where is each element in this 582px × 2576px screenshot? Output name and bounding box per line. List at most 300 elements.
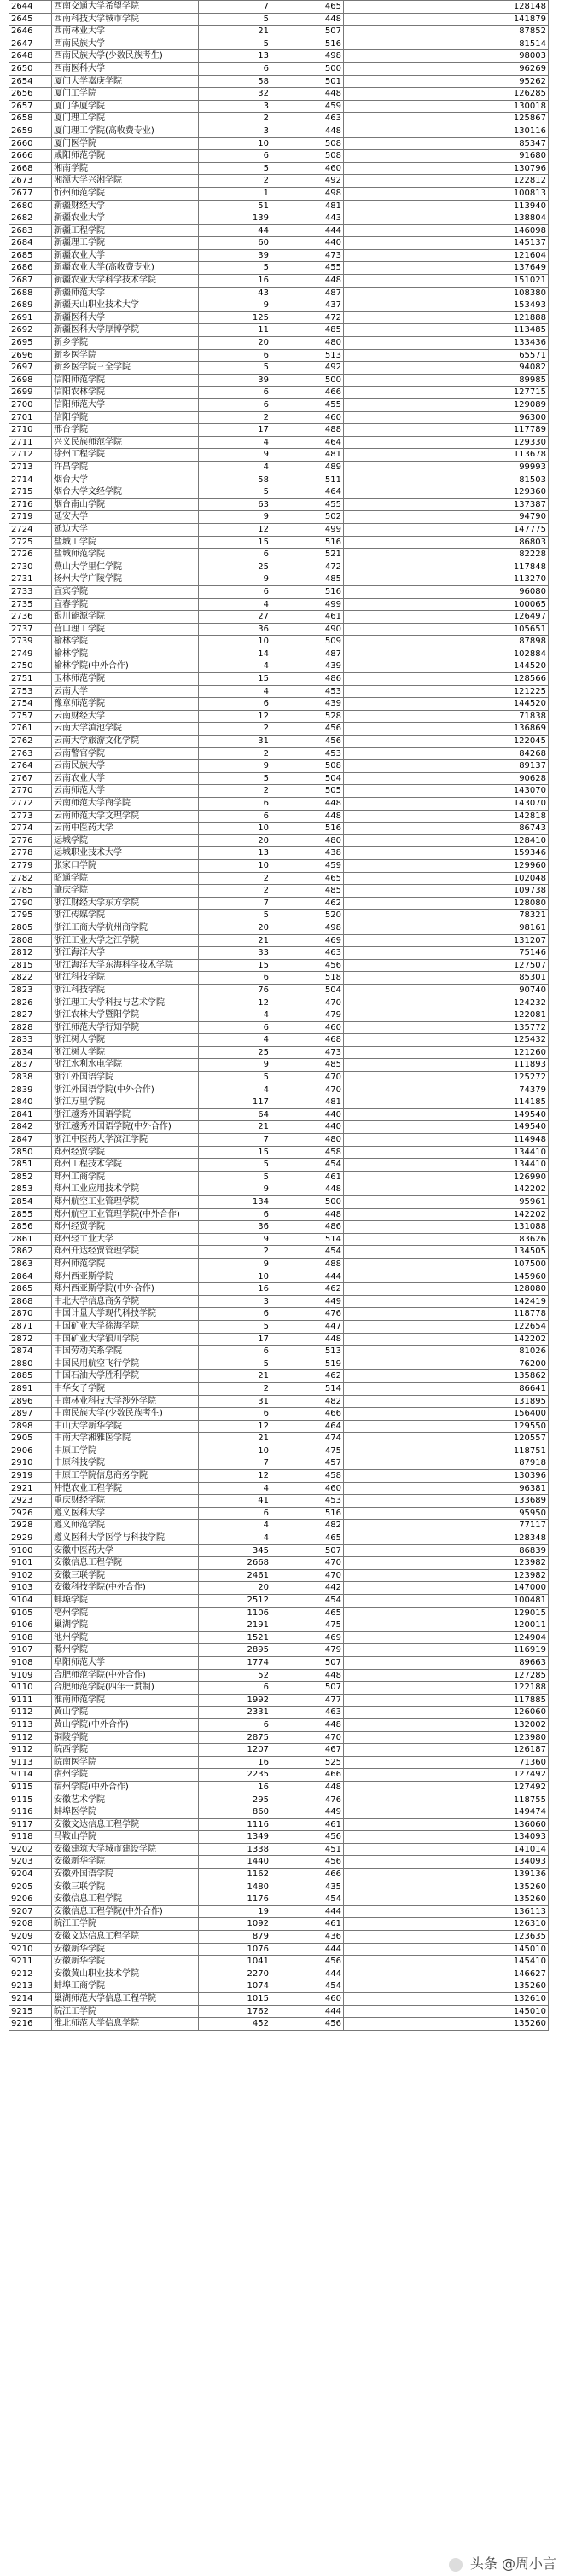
min-rank-cell: 81503 [344,474,549,486]
school-code-cell: 2683 [9,225,52,237]
table-row [9,997,549,1010]
plan-count-cell: 27 [199,611,271,623]
min-rank-cell: 131088 [344,1221,549,1233]
plan-count-cell: 6 [199,1308,271,1320]
plan-count-cell: 2 [199,412,271,424]
min-score-cell: 500 [271,1196,344,1208]
min-rank-cell: 146098 [344,225,549,237]
table-row [9,573,549,586]
school-code-cell: 2713 [9,462,52,474]
school-name-cell: 浙江科技学院 [52,972,199,984]
plan-count-cell: 2895 [199,1644,271,1656]
school-code-cell: 2785 [9,885,52,897]
min-score-cell: 472 [271,312,344,324]
school-name-cell: 蚌埠工商学院 [52,1980,199,1992]
school-code-cell: 2833 [9,1034,52,1046]
school-name-cell: 安徽新华学院 [52,1856,199,1868]
min-score-cell: 487 [271,288,344,299]
table-row [9,1819,549,1832]
school-name-cell: 郑州航空工业管理学院(中外合作) [52,1209,199,1221]
school-name-cell: 重庆财经学院 [52,1495,199,1507]
school-code-cell: 2828 [9,1022,52,1034]
plan-count-cell: 60 [199,237,271,249]
school-name-cell: 中南民族大学(少数民族考生) [52,1408,199,1420]
school-name-cell: 忻州师范学院 [52,188,199,200]
school-name-cell: 新疆农业大学科学技术学院 [52,275,199,287]
min-score-cell: 448 [271,88,344,100]
table-row [9,1433,549,1445]
min-rank-cell: 90740 [344,985,549,997]
min-rank-cell: 128410 [344,835,549,847]
table-row [9,1334,549,1346]
school-code-cell: 2677 [9,188,52,200]
table-row [9,723,549,736]
min-rank-cell: 114185 [344,1096,549,1108]
plan-count-cell: 5 [199,1172,271,1183]
plan-count-cell: 1106 [199,1608,271,1619]
table-row [9,1147,549,1160]
table-row [9,673,549,686]
school-name-cell: 新疆医科大学厚博学院 [52,324,199,336]
min-score-cell: 470 [271,1072,344,1084]
plan-count-cell: 6 [199,1682,271,1694]
school-name-cell: 银川能源学院 [52,611,199,623]
school-code-cell: 2666 [9,150,52,162]
min-score-cell: 469 [271,935,344,947]
min-rank-cell: 114948 [344,1134,549,1146]
min-score-cell: 516 [271,823,344,834]
school-code-cell: 2823 [9,985,52,997]
min-rank-cell: 84268 [344,748,549,760]
min-score-cell: 489 [271,462,344,474]
plan-count-cell: 2 [199,1383,271,1395]
min-score-cell: 444 [271,1906,344,1918]
table-row [9,1657,549,1670]
min-rank-cell: 136113 [344,1906,549,1918]
plan-count-cell: 12 [199,997,271,1009]
table-row [9,1470,549,1483]
min-score-cell: 505 [271,785,344,797]
plan-count-cell: 345 [199,1545,271,1557]
min-score-cell: 440 [271,1121,344,1133]
plan-count-cell: 5 [199,14,271,26]
table-row [9,262,549,275]
plan-count-cell: 6 [199,1022,271,1034]
plan-count-cell: 58 [199,76,271,88]
school-code-cell: 2778 [9,847,52,859]
min-rank-cell: 120557 [344,1433,549,1445]
min-score-cell: 451 [271,1844,344,1856]
plan-count-cell: 21 [199,1121,271,1133]
school-code-cell: 2837 [9,1059,52,1071]
min-rank-cell: 99993 [344,462,549,474]
school-code-cell: 2699 [9,387,52,398]
school-name-cell: 合肥师范学院(四年一贯制) [52,1682,199,1694]
table-row [9,1557,549,1570]
min-rank-cell: 121260 [344,1047,549,1059]
school-code-cell: 2840 [9,1096,52,1108]
min-score-cell: 516 [271,537,344,549]
plan-count-cell: 20 [199,922,271,934]
min-rank-cell: 143070 [344,798,549,810]
min-score-cell: 481 [271,1096,344,1108]
plan-count-cell: 117 [199,1096,271,1108]
plan-count-cell: 9 [199,760,271,772]
school-name-cell: 厦门大学嘉庚学院 [52,76,199,88]
min-rank-cell: 96381 [344,1483,549,1495]
table-row [9,188,549,201]
min-score-cell: 507 [271,26,344,38]
plan-count-cell: 2 [199,885,271,897]
plan-count-cell: 1162 [199,1869,271,1881]
school-code-cell: 2650 [9,63,52,75]
table-row [9,1383,549,1396]
min-rank-cell: 126310 [344,1918,549,1930]
school-name-cell: 燕山大学里仁学院 [52,561,199,573]
school-name-cell: 浙江财经大学东方学院 [52,898,199,910]
plan-count-cell: 6 [199,798,271,810]
school-name-cell: 新疆农业大学 [52,212,199,224]
school-code-cell: 2839 [9,1084,52,1096]
min-score-cell: 442 [271,1582,344,1594]
min-rank-cell: 146627 [344,1968,549,1980]
school-code-cell: 2838 [9,1072,52,1084]
school-code-cell: 2770 [9,785,52,797]
table-row [9,1283,549,1296]
plan-count-cell: 6 [199,387,271,398]
table-row [9,586,549,599]
min-score-cell: 520 [271,910,344,922]
school-code-cell: 2790 [9,898,52,910]
min-rank-cell: 85347 [344,138,549,150]
min-score-cell: 470 [271,1084,344,1096]
table-row [9,1707,549,1719]
min-score-cell: 448 [271,798,344,810]
min-score-cell: 458 [271,1470,344,1482]
school-code-cell: 2874 [9,1346,52,1358]
table-row [9,1545,549,1558]
school-code-cell: 2691 [9,312,52,324]
school-name-cell: 淮北师范大学信息学院 [52,2018,199,2030]
school-name-cell: 浙江万里学院 [52,1096,199,1108]
table-row [9,125,549,138]
min-rank-cell: 108380 [344,288,549,299]
min-score-cell: 500 [271,375,344,387]
min-rank-cell: 81026 [344,1346,549,1358]
school-code-cell: 2891 [9,1383,52,1395]
table-row [9,1358,549,1371]
plan-count-cell: 1521 [199,1632,271,1644]
plan-count-cell: 3 [199,125,271,137]
min-rank-cell: 123982 [344,1570,549,1582]
table-row [9,947,549,960]
table-row [9,773,549,786]
min-score-cell: 507 [271,1545,344,1557]
table-row [9,624,549,637]
plan-count-cell: 1762 [199,2006,271,2018]
plan-count-cell: 134 [199,1196,271,1208]
min-rank-cell: 127492 [344,1782,549,1794]
min-rank-cell: 134093 [344,1856,549,1868]
table-row [9,561,549,574]
school-code-cell: 2698 [9,375,52,387]
school-name-cell: 榆林学院 [52,648,199,660]
min-rank-cell: 95961 [344,1196,549,1208]
table-row [9,1445,549,1458]
school-code-cell: 2673 [9,175,52,187]
school-name-cell: 皖南医学院 [52,1757,199,1769]
school-code-cell: 2910 [9,1457,52,1469]
min-rank-cell: 89663 [344,1657,549,1669]
plan-count-cell: 3 [199,1296,271,1308]
school-name-cell: 中国计量大学现代科技学院 [52,1308,199,1320]
min-score-cell: 459 [271,860,344,872]
school-name-cell: 浙江工业大学之江学院 [52,935,199,947]
school-code-cell: 9108 [9,1632,52,1644]
table-row [9,1196,549,1209]
school-name-cell: 安徽黄山职业技术学院 [52,1968,199,1980]
min-score-cell: 438 [271,847,344,859]
plan-count-cell: 6 [199,399,271,411]
table-row [9,736,549,748]
plan-count-cell: 10 [199,636,271,648]
min-score-cell: 474 [271,1433,344,1445]
school-code-cell: 2710 [9,424,52,436]
min-rank-cell: 130018 [344,101,549,113]
table-row [9,1259,549,1271]
school-name-cell: 浙江越秀外国语学院(中外合作) [52,1121,199,1133]
school-code-cell: 9208 [9,1918,52,1930]
school-code-cell: 2868 [9,1296,52,1308]
plan-count-cell: 4 [199,1009,271,1021]
school-name-cell: 西南林业大学 [52,26,199,38]
table-row [9,1121,549,1134]
school-name-cell: 郑州西亚斯学院 [52,1271,199,1283]
min-score-cell: 482 [271,1520,344,1532]
min-score-cell: 488 [271,1259,344,1271]
table-row [9,1296,549,1309]
plan-count-cell: 1076 [199,1944,271,1956]
plan-count-cell: 12 [199,1470,271,1482]
table-row [9,1495,549,1508]
school-name-cell: 中国矿业大学银川学院 [52,1334,199,1346]
school-name-cell: 中国石油大学胜利学院 [52,1370,199,1382]
min-rank-cell: 123982 [344,1557,549,1569]
school-name-cell: 厦门理工学院(高收费专业) [52,125,199,137]
min-score-cell: 454 [271,1246,344,1258]
school-name-cell: 新疆师范大学 [52,288,199,299]
min-score-cell: 508 [271,150,344,162]
school-name-cell: 蚌埠学院 [52,1595,199,1607]
school-code-cell: 2808 [9,935,52,947]
school-name-cell: 运城职业技术大学 [52,847,199,859]
school-name-cell: 浙江海洋大学东海科学技术学院 [52,960,199,972]
min-rank-cell: 86839 [344,1545,549,1557]
min-score-cell: 507 [271,1682,344,1694]
table-row [9,237,549,250]
min-score-cell: 460 [271,1483,344,1495]
plan-count-cell: 4 [199,437,271,449]
min-score-cell: 453 [271,748,344,760]
table-row [9,835,549,848]
school-code-cell: 9106 [9,1619,52,1631]
min-rank-cell: 105651 [344,624,549,636]
school-name-cell: 浙江树人学院 [52,1047,199,1059]
school-code-cell: 2695 [9,337,52,349]
school-name-cell: 蚌埠医学院 [52,1806,199,1818]
table-row [9,524,549,537]
school-name-cell: 肇庆学院 [52,885,199,897]
table-row [9,1632,549,1645]
plan-count-cell: 15 [199,1147,271,1159]
school-name-cell: 安徽文达信息工程学院 [52,1819,199,1831]
table-row [9,288,549,300]
min-rank-cell: 113678 [344,449,549,461]
table-row [9,1869,549,1881]
table-row [9,922,549,935]
plan-count-cell: 9 [199,1234,271,1246]
school-code-cell: 2712 [9,449,52,461]
school-code-cell: 2919 [9,1470,52,1482]
school-name-cell: 中国矿业大学徐海学院 [52,1321,199,1333]
min-score-cell: 480 [271,337,344,349]
school-name-cell: 云南财经大学 [52,711,199,723]
min-rank-cell: 120011 [344,1619,549,1631]
school-code-cell: 2761 [9,723,52,735]
min-score-cell: 464 [271,1421,344,1433]
min-score-cell: 456 [271,723,344,735]
school-code-cell: 2680 [9,201,52,212]
min-rank-cell: 94082 [344,362,549,374]
school-name-cell: 安徽艺术学院 [52,1794,199,1806]
school-code-cell: 2862 [9,1246,52,1258]
table-row [9,1321,549,1334]
watermark-text: 头条 @周小言 [469,2556,556,2572]
min-score-cell: 464 [271,437,344,449]
table-row [9,312,549,325]
school-code-cell: 9205 [9,1881,52,1893]
table-row [9,1246,549,1259]
min-score-cell: 464 [271,486,344,498]
plan-count-cell: 39 [199,375,271,387]
school-code-cell: 2764 [9,760,52,772]
school-code-cell: 9214 [9,1993,52,2005]
school-name-cell: 仲恺农业工程学院 [52,1483,199,1495]
min-score-cell: 465 [271,1608,344,1619]
min-score-cell: 492 [271,175,344,187]
school-name-cell: 浙江海洋大学 [52,947,199,959]
min-rank-cell: 96080 [344,586,549,598]
table-row [9,1308,549,1321]
school-code-cell: 9103 [9,1582,52,1594]
table-row [9,972,549,985]
min-score-cell: 470 [271,1557,344,1569]
table-row [9,648,549,661]
min-score-cell: 454 [271,1893,344,1905]
min-rank-cell: 134505 [344,1246,549,1258]
plan-count-cell: 295 [199,1794,271,1806]
table-row [9,1221,549,1234]
min-rank-cell: 129015 [344,1608,549,1619]
school-name-cell: 中北大学信息商务学院 [52,1296,199,1308]
school-name-cell: 厦门华厦学院 [52,101,199,113]
school-code-cell: 2921 [9,1483,52,1495]
min-score-cell: 453 [271,1495,344,1507]
school-code-cell: 2905 [9,1433,52,1445]
plan-count-cell: 1338 [199,1844,271,1856]
school-name-cell: 新乡医学院三全学院 [52,362,199,374]
plan-count-cell: 4 [199,1532,271,1544]
min-score-cell: 475 [271,1619,344,1631]
min-rank-cell: 81514 [344,38,549,50]
min-score-cell: 459 [271,101,344,113]
school-name-cell: 玉林师范学院 [52,673,199,685]
school-name-cell: 浙江越秀外国语学院 [52,1109,199,1121]
school-name-cell: 云南大学旅游文化学院 [52,736,199,747]
table-row [9,711,549,724]
plan-count-cell: 10 [199,860,271,872]
min-score-cell: 456 [271,1831,344,1843]
table-row [9,449,549,462]
table-row [9,14,549,26]
min-score-cell: 513 [271,350,344,362]
school-code-cell: 2688 [9,288,52,299]
min-score-cell: 444 [271,1944,344,1956]
min-score-cell: 472 [271,561,344,573]
min-score-cell: 460 [271,163,344,175]
min-score-cell: 470 [271,1732,344,1744]
min-score-cell: 453 [271,686,344,698]
min-rank-cell: 71838 [344,711,549,723]
table-row [9,337,549,350]
plan-count-cell: 2 [199,873,271,885]
min-rank-cell: 121225 [344,686,549,698]
table-row [9,1719,549,1732]
plan-count-cell: 1116 [199,1819,271,1831]
table-row [9,1159,549,1172]
min-rank-cell: 113485 [344,324,549,336]
plan-count-cell: 2875 [199,1732,271,1744]
min-rank-cell: 122654 [344,1321,549,1333]
school-name-cell: 皖江工学院 [52,2006,199,2018]
min-rank-cell: 128148 [344,1,549,13]
school-code-cell: 9110 [9,1682,52,1694]
min-rank-cell: 144520 [344,698,549,710]
min-rank-cell: 71360 [344,1757,549,1769]
table-row [9,412,549,425]
min-rank-cell: 141879 [344,14,549,26]
school-code-cell: 2689 [9,299,52,311]
table-row [9,1980,549,1993]
table-row [9,785,549,798]
school-name-cell: 西南民族大学(少数民族考生) [52,50,199,62]
table-row [9,437,549,450]
min-rank-cell: 133436 [344,337,549,349]
school-code-cell: 2872 [9,1334,52,1346]
min-score-cell: 444 [271,1968,344,1980]
min-score-cell: 508 [271,760,344,772]
plan-count-cell: 2235 [199,1769,271,1781]
plan-count-cell: 64 [199,1109,271,1121]
school-name-cell: 西南科技大学城市学院 [52,14,199,26]
school-name-cell: 黄山学院(中外合作) [52,1719,199,1731]
min-score-cell: 473 [271,250,344,262]
school-code-cell: 9211 [9,1956,52,1968]
min-score-cell: 504 [271,985,344,997]
school-code-cell: 9108 [9,1657,52,1669]
min-score-cell: 476 [271,1308,344,1320]
plan-count-cell: 4 [199,686,271,698]
